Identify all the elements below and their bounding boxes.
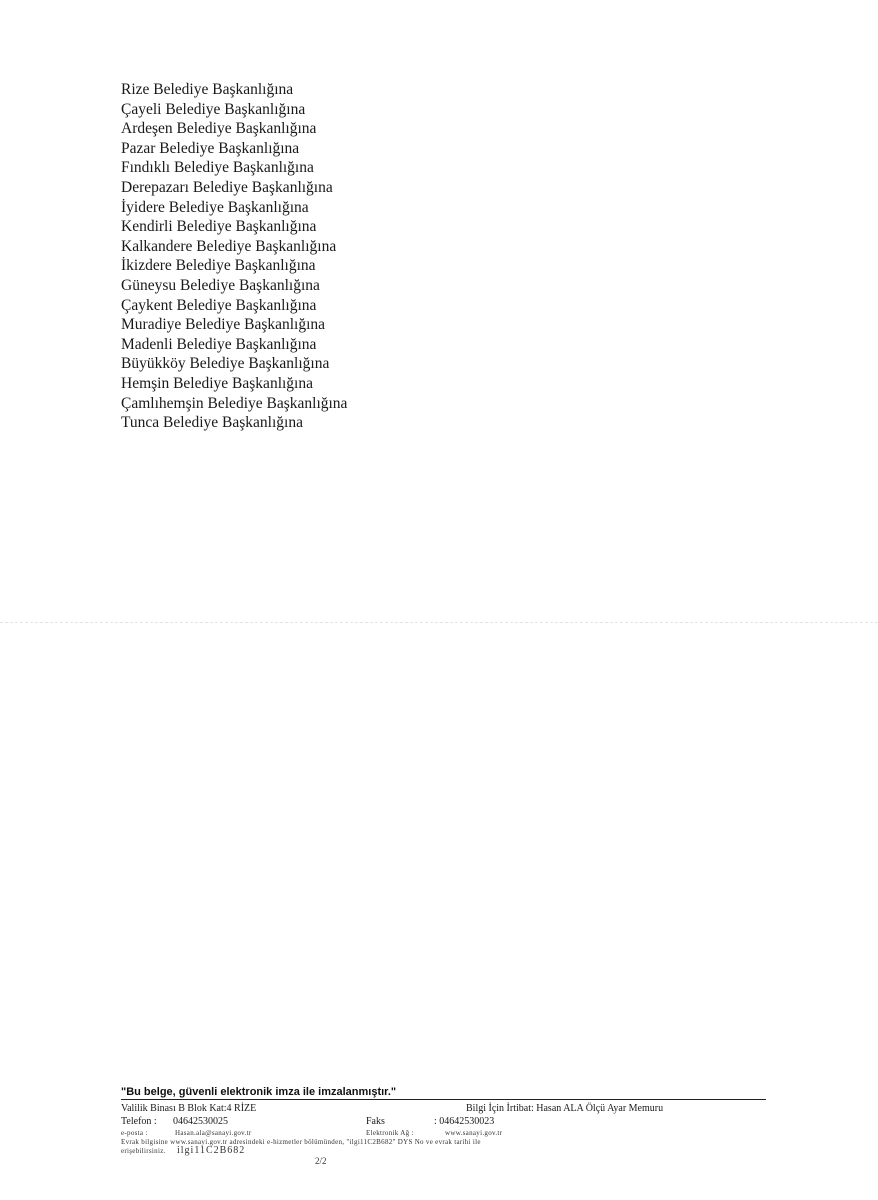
recipient-item: Pazar Belediye Başkanlığına bbox=[121, 139, 300, 157]
verify-end: erişebilirsiniz. bbox=[121, 1147, 166, 1155]
phone-label: Telefon : bbox=[121, 1116, 157, 1127]
recipient-item: Büyükköy Belediye Başkanlığına bbox=[121, 355, 330, 373]
recipient-item: İkizdere Belediye Başkanlığına bbox=[121, 257, 316, 275]
email-label: e-posta : bbox=[121, 1129, 148, 1137]
verification-code: ilgi11C2B682 bbox=[177, 1145, 246, 1156]
recipient-item: Fındıklı Belediye Başkanlığına bbox=[121, 159, 314, 177]
footer-phone-row bbox=[121, 1116, 766, 1129]
e-signature-note: "Bu belge, güvenli elektronik imza ile imzalanmıştır." bbox=[121, 1086, 766, 1100]
recipient-item: İyidere Belediye Başkanlığına bbox=[121, 198, 309, 216]
fax-label: Faks bbox=[366, 1116, 385, 1127]
recipient-item: Muradiye Belediye Başkanlığına bbox=[121, 316, 326, 334]
recipient-item: Hemşin Belediye Başkanlığına bbox=[121, 374, 313, 392]
recipient-item: Çayeli Belediye Başkanlığına bbox=[121, 100, 306, 118]
page-number: 2/2 bbox=[315, 1156, 327, 1166]
recipient-item: Kendirli Belediye Başkanlığına bbox=[121, 218, 317, 236]
recipient-item: Ardeşen Belediye Başkanlığına bbox=[121, 120, 317, 138]
footer-address: Valilik Binası B Blok Kat:4 RİZE bbox=[121, 1103, 257, 1114]
footer-verify-end-row bbox=[121, 1147, 766, 1156]
recipient-item: Kalkandere Belediye Başkanlığına bbox=[121, 237, 337, 255]
network-label: Elektronik Ağ : bbox=[366, 1129, 414, 1137]
network-address: www.sanayi.gov.tr bbox=[445, 1129, 503, 1137]
recipient-item: Çamlıhemşin Belediye Başkanlığına bbox=[121, 394, 348, 412]
recipient-item: Rize Belediye Başkanlığına bbox=[121, 81, 294, 98]
phone-number: 04642530025 bbox=[173, 1116, 228, 1127]
footer-contact-info: Bilgi İçin İrtibat: Hasan ALA Ölçü Ayar Memuru bbox=[466, 1103, 664, 1114]
footer-address-row bbox=[121, 1103, 766, 1116]
document-footer bbox=[121, 1086, 766, 1156]
recipient-item: Tunca Belediye Başkanlığına bbox=[121, 414, 303, 432]
recipient-list bbox=[121, 80, 347, 433]
scan-fold-line bbox=[0, 622, 878, 623]
email-address: Hasan.ala@sanayi.gov.tr bbox=[175, 1129, 252, 1137]
recipient-item: Güneysu Belediye Başkanlığına bbox=[121, 276, 320, 294]
recipient-item: Çaykent Belediye Başkanlığına bbox=[121, 296, 317, 314]
recipient-item: Madenli Belediye Başkanlığına bbox=[121, 335, 317, 353]
recipient-item: Derepazarı Belediye Başkanlığına bbox=[121, 178, 333, 196]
verify-text: Evrak bilgisine www.sanayi.gov.tr adresindeki e-hizmetler bölümünden, "ilgi11C2B682" DYS No ve evrak tarihi ile bbox=[121, 1138, 481, 1146]
footer-email-row bbox=[121, 1129, 766, 1138]
fax-number: : 04642530023 bbox=[434, 1116, 495, 1127]
